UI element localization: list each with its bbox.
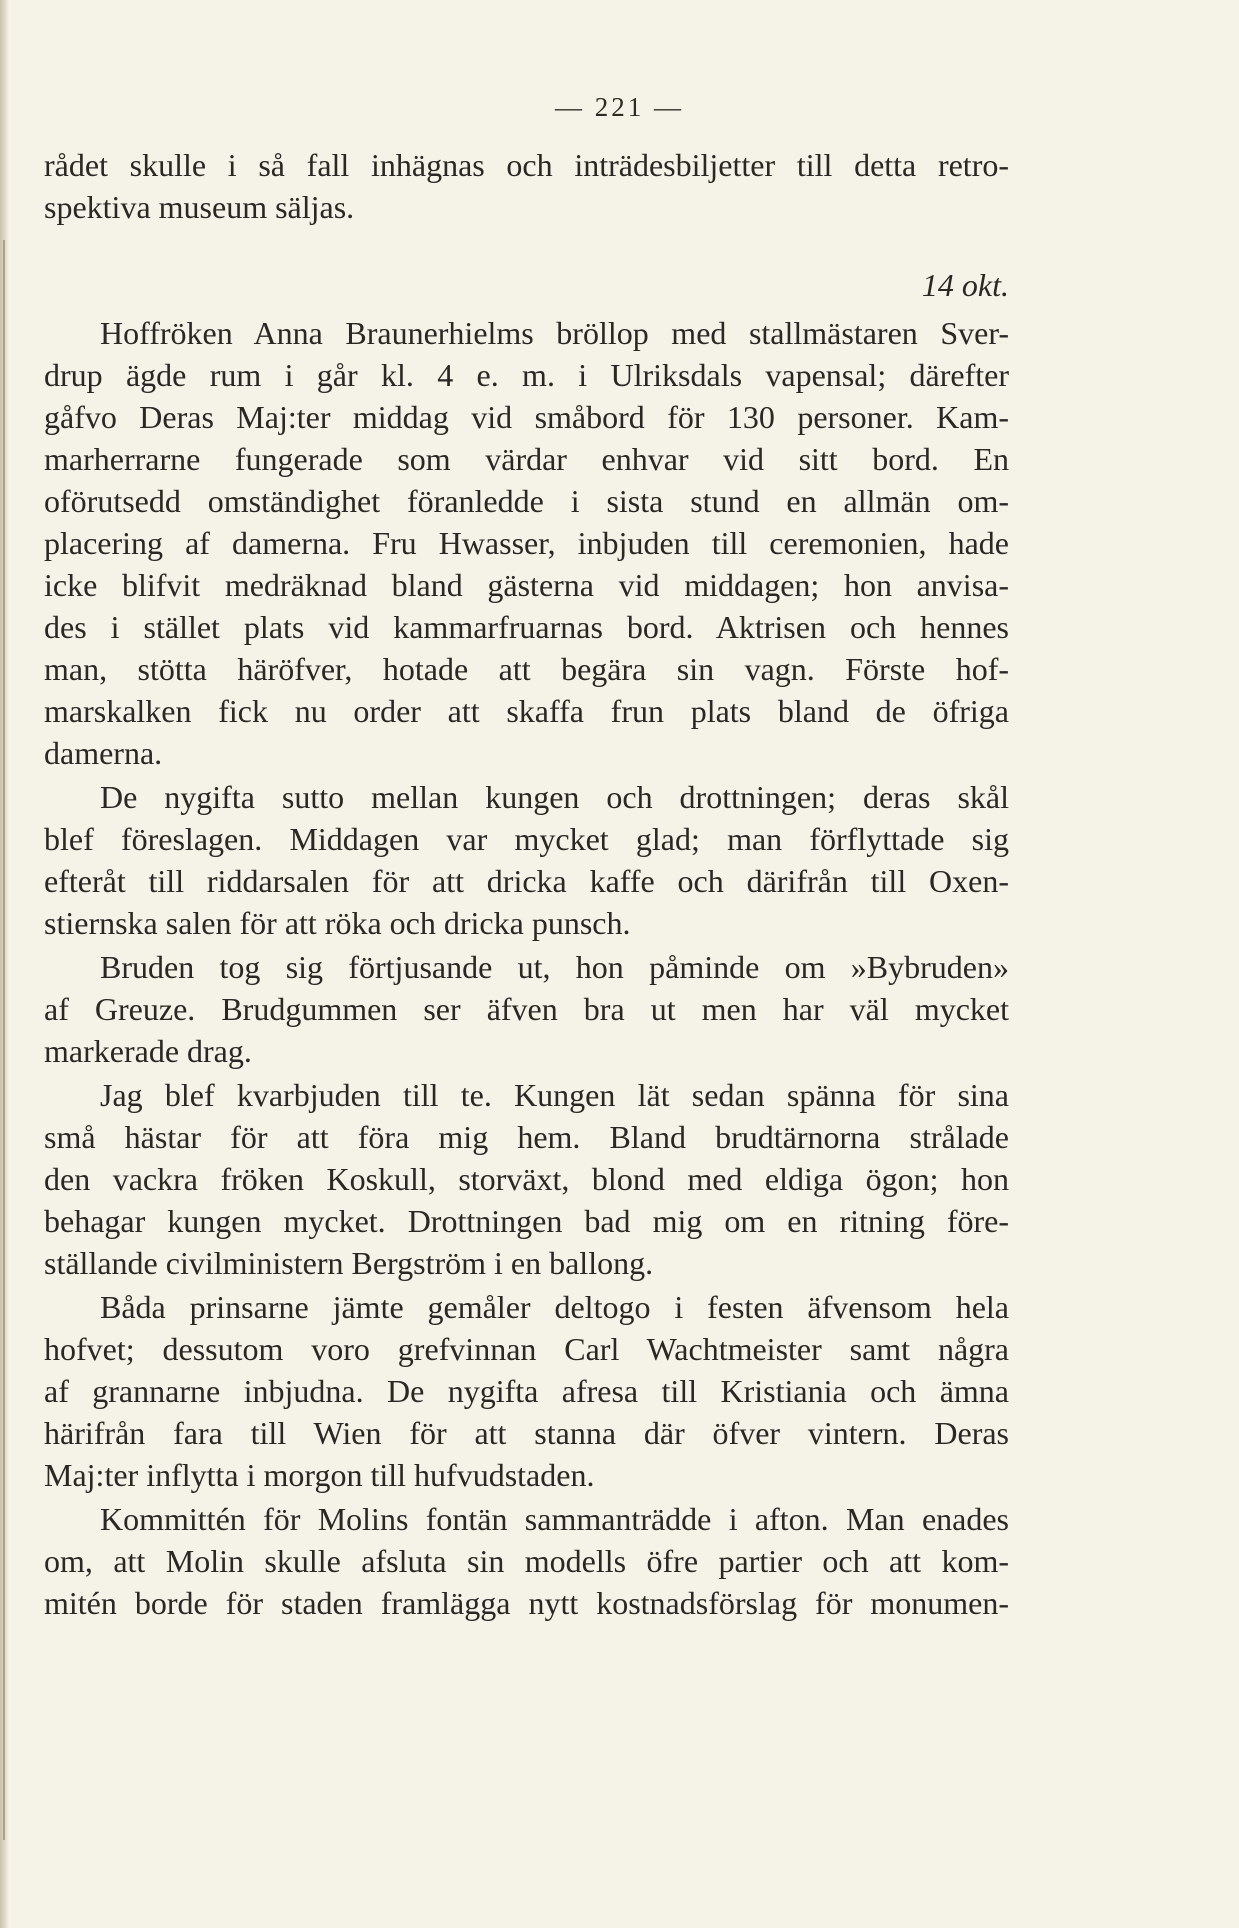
text-line: marherrarne fungerade som värdar enhvar vid sitt bord. En [44,441,1009,477]
text-line: Bruden tog sig förtjusande ut, hon påminde om »Bybruden» [100,949,1009,985]
text-line: Kommittén för Molins fontän sammanträdde i afton. Man enades [100,1501,1009,1537]
text-line: blef föreslagen. Middagen var mycket glad; man förflyttade sig [44,821,1009,857]
text-line: Jag blef kvarbjuden till te. Kungen lät sedan spänna för sina [100,1077,1009,1113]
text-line: icke blifvit medräknad bland gästerna vid middagen; hon anvisa- [44,567,1009,603]
text-line: markerade drag. [44,1033,252,1069]
text-line: stiernska salen för att röka och dricka punsch. [44,905,631,941]
text-line: af grannarne inbjudna. De nygifta afresa till Kristiania och ämna [44,1373,1009,1409]
text-line: ställande civilministern Bergström i en ballong. [44,1245,654,1281]
text-line: rådet skulle i så fall inhägnas och inträdesbiljetter till detta retro- [44,147,1009,183]
text-line: hofvet; dessutom voro grefvinnan Carl Wachtmeister samt några [44,1331,1009,1367]
text-line: om, att Molin skulle afsluta sin modells öfre partier och att kom- [44,1543,1009,1579]
text-line: De nygifta sutto mellan kungen och drottningen; deras skål [100,779,1009,815]
text-line: härifrån fara till Wien för att stanna där öfver vintern. Deras [44,1415,1009,1451]
text-line: Båda prinsarne jämte gemåler deltogo i festen äfvensom hela [100,1289,1009,1325]
text-line: damerna. [44,735,163,771]
text-line: mitén borde för staden framlägga nytt kostnadsförslag för monumen- [44,1585,1009,1621]
date-heading: 14 okt. [921,267,1009,303]
page-number: — 221 — [555,92,684,122]
text-line: Hoffröken Anna Braunerhielms bröllop med stallmästaren Sver- [100,315,1009,351]
text-line: marskalken fick nu order att skaffa frun plats bland de öfriga [44,693,1009,729]
text-line: den vackra fröken Koskull, storväxt, blond med eldiga ögon; hon [44,1161,1009,1197]
text-line: man, stötta häröfver, hotade att begära sin vagn. Förste hof- [44,651,1009,687]
text-line: efteråt till riddarsalen för att dricka kaffe och därifrån till Oxen- [44,863,1009,899]
text-line: af Greuze. Brudgummen ser äfven bra ut men har väl mycket [44,991,1009,1027]
text-line: Maj:ter inflytta i morgon till hufvudstaden. [44,1457,595,1493]
text-line: spektiva museum säljas. [44,189,355,225]
text-line: gåfvo Deras Maj:ter middag vid småbord för 130 personer. Kam- [44,399,1009,435]
text-line: drup ägde rum i går kl. 4 e. m. i Ulriksdals vapensal; därefter [44,357,1009,393]
binding-edge [3,240,5,1840]
text-line: behagar kungen mycket. Drottningen bad mig om en ritning före- [44,1203,1009,1239]
page-spine-shadow [0,0,9,1928]
text-line: små hästar för att föra mig hem. Bland brudtärnorna strålade [44,1119,1009,1155]
text-line: oförutsedd omständighet föranledde i sista stund en allmän om- [44,483,1009,519]
text-line: des i stället plats vid kammarfruarnas bord. Aktrisen och hennes [44,609,1009,645]
text-line: placering af damerna. Fru Hwasser, inbjuden till ceremonien, hade [44,525,1009,561]
